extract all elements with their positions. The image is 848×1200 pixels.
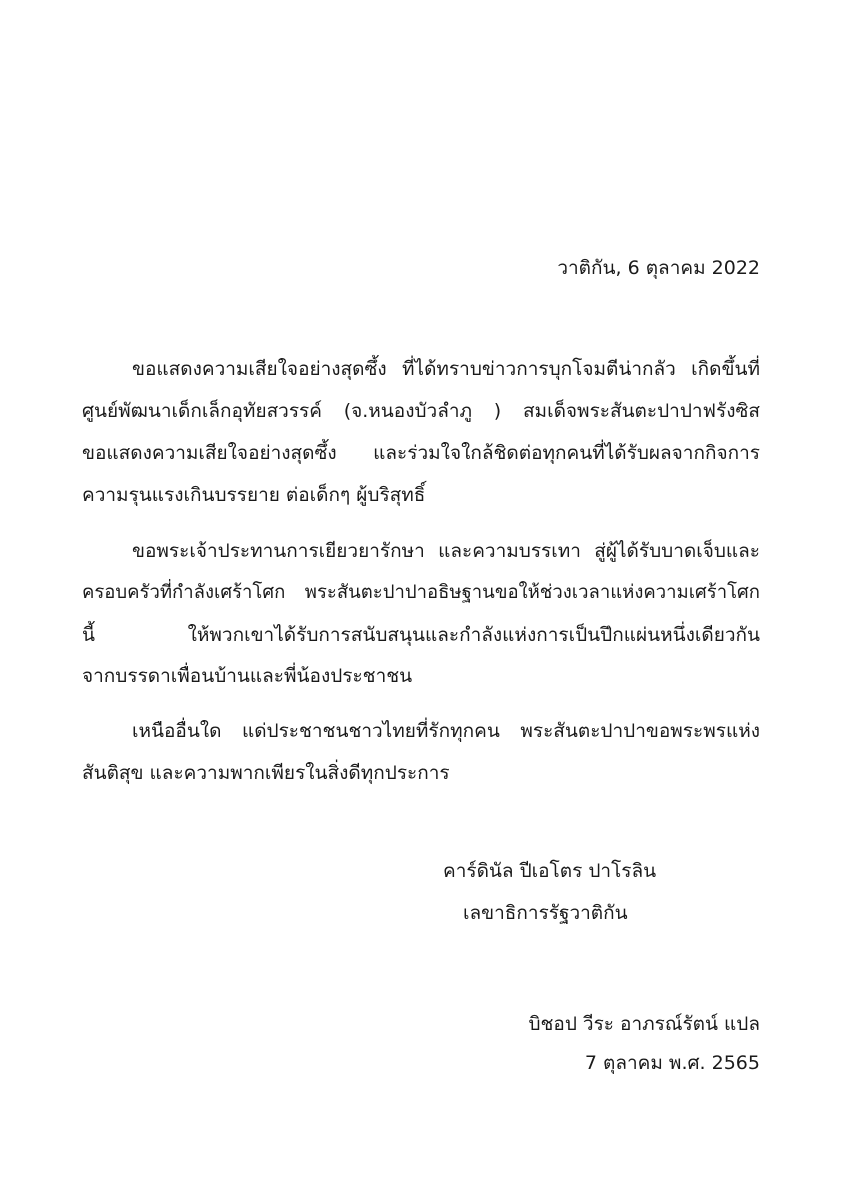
paragraph-3-line-2: สันติสุข และความพากเพียรในสิ่งดีทุกประการ [82,762,450,784]
paragraph-2-line-2: ครอบครัวที่กำลังเศร้าโศก พระสันตะปาปาอธิษฐานขอให้ช่วงเวลาแห่งความเศร้าโศก [82,582,760,603]
signatory-name: คาร์ดินัล ปีเอโตร ปาโรลิน [443,860,657,882]
paragraph-1-line-4: ความรุนแรงเกินบรรยาย ต่อเด็กๆ ผู้บริสุทธิ์ [82,484,426,506]
signatory-title: เลขาธิการรัฐวาติกัน [463,902,628,924]
letter-date: วาติกัน, 6 ตุลาคม 2022 [557,257,760,279]
paragraph-2-line-1: ขอพระเจ้าประทานการเยียวยารักษา และความบรรเทา สู่ผู้ได้รับบาดเจ็บและ [132,540,760,562]
translator-line: บิชอป วีระ อาภรณ์รัตน์ แปล [528,1013,760,1035]
paragraph-2-line-3: นี้ ให้พวกเขาได้รับการสนับสนุนและกำลังแห่งการเป็นปึกแผ่นหนึ่งเดียวกัน [82,624,760,646]
paragraph-3-line-1: เหนืออื่นใด แด่ประชาชนชาวไทยที่รักทุกคน พระสันตะปาปาขอพระพรแห่ง [132,720,760,742]
paragraph-1-line-3: ขอแสดงความเสียใจอย่างสุดซึ้ง และร่วมใจใกล้ชิดต่อทุกคนที่ได้รับผลจากกิจการ [82,442,760,464]
translation-date: 7 ตุลาคม พ.ศ. 2565 [584,1052,760,1074]
paragraph-2-line-4: จากบรรดาเพื่อนบ้านและพี่น้องประชาชน [82,665,413,687]
paragraph-1-line-2: ศูนย์พัฒนาเด็กเล็กอุทัยสวรรค์ (จ.หนองบัวลำภู ) สมเด็จพระสันตะปาปาฟรังซิส [82,400,760,422]
paragraph-1-line-1: ขอแสดงความเสียใจอย่างสุดซึ้ง ที่ได้ทราบข่าวการบุกโจมตีน่ากลัว เกิดขึ้นที่ [132,358,760,380]
